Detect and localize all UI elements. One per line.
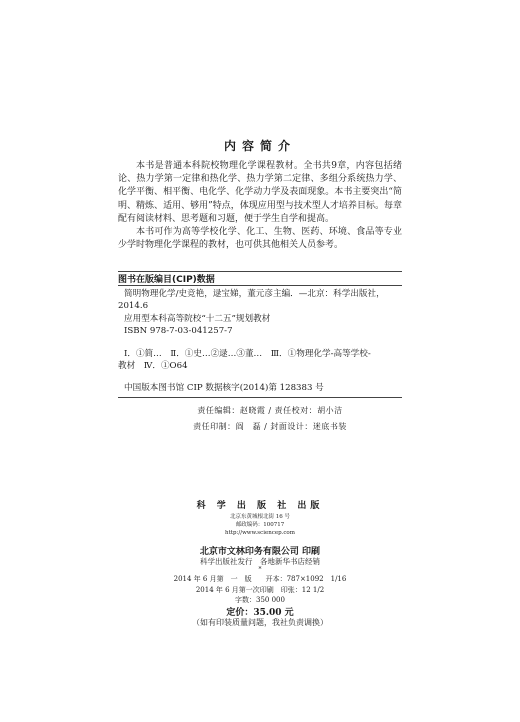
cip-isbn: ISBN 978-7-03-041257-7 xyxy=(124,326,233,337)
publisher-address: 北京东黄城根北街 16 号 xyxy=(230,514,290,520)
cip-line: 2014.6 xyxy=(118,301,149,312)
word-count: 字数：350 000 xyxy=(235,596,285,604)
cip-line: 教材 Ⅳ．①O64 xyxy=(118,361,188,372)
publisher-zip: 邮政编码：100717 xyxy=(235,522,285,528)
printing-info: 2014 年 6 月第一次印刷 印张：12 1/2 xyxy=(195,586,325,594)
cip-number: 中国版本图书馆 CIP 数据核字(2014)第 128383 号 xyxy=(124,383,324,394)
editor-credits: 责任编辑：赵晓霞 / 责任校对：胡小洁 xyxy=(197,406,343,415)
edition-info: 2014 年 6 月第 一 版 开本：787×1092 1/16 xyxy=(173,575,347,583)
intro-paragraph: 本书可作为高等学校化学、化工、生物、医药、环境、食品等专业少学时物理化学课程的教材，也可供其他相关人员参考。 xyxy=(118,227,402,251)
printer: 北京市文林印务有限公司 印刷 xyxy=(199,547,321,557)
cip-heading: 图书在版编目(CIP)数据 xyxy=(118,275,215,285)
divider xyxy=(118,397,402,398)
production-credits: 责任印制：阎 磊 / 封面设计：迷底书装 xyxy=(193,422,347,431)
distribution: 科学出版社发行 各地新华书店经销 xyxy=(200,557,320,566)
intro-text xyxy=(118,160,402,252)
publisher-name: 科 学 出 版 社 出版 xyxy=(196,501,324,511)
intro-paragraph: 本书是普通本科院校物理化学课程教材。全书共9章，内容包括绪论、热力学第一定律和热化学、热力学第二定律、多组分系统热力学、化学平衡、相平衡、电化学、化学动力学及表面现象。本书主要突出“简明、精炼、适用、够用”特点，体现应用型与技术型人才培养目标。每章配有阅读材料、思考题和习题，便于学生自学和提高。 xyxy=(118,161,402,224)
divider xyxy=(118,285,402,286)
intro-title: 内容简介 xyxy=(223,139,296,153)
separator-star: * xyxy=(258,566,262,573)
quality-notice: （如有印装质量问题，我社负责调换） xyxy=(192,618,328,627)
cip-record xyxy=(118,288,402,395)
cip-line: Ⅰ．①简… Ⅱ．①史…②逯…③董… Ⅲ．①物理化学-高等学校- xyxy=(124,348,371,359)
price: 定价：35.00 元 xyxy=(226,608,294,618)
cip-line: 简明物理化学/史竞艳，逯宝娣，董元彦主编．—北京：科学出版社， xyxy=(124,289,385,299)
publisher-website: http://www.sciencep.com xyxy=(225,530,295,536)
cip-line: 应用型本科高等院校“十二五”规划教材 xyxy=(124,313,271,324)
